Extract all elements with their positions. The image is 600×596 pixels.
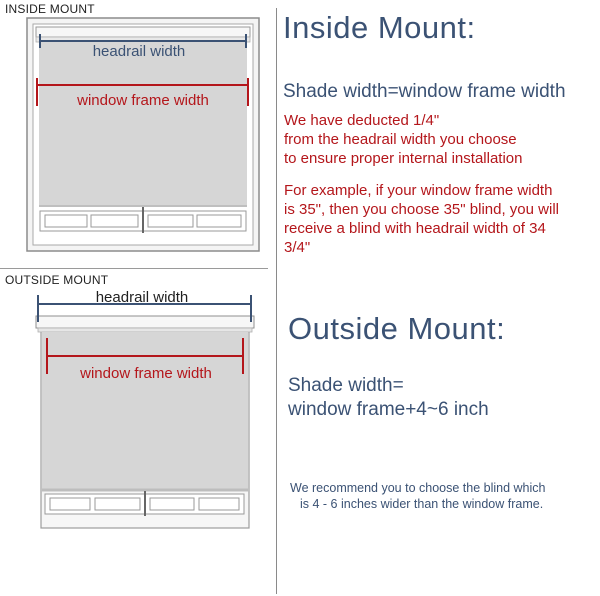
headrail [36,316,254,332]
example-line: is 35", then you choose 35" blind, you will [284,201,559,218]
outside-mount-title: Outside Mount: [288,311,506,346]
example-line: 3/4" [284,239,311,256]
shade-fabric [39,42,247,206]
note-line: to ensure proper internal installation [284,150,523,167]
vertical-divider [276,8,277,594]
headrail-width-label: headrail width [95,289,189,306]
outside-mount-diagram [0,280,270,540]
note-line: We recommend you to choose the blind which [290,481,546,495]
note-line: We have deducted 1/4" [284,112,440,129]
horizontal-divider [0,268,268,269]
formula-line: window frame+4~6 inch [288,399,489,420]
frame-width-label: window frame width [80,365,212,382]
note-line: from the headrail width you choose [284,131,517,148]
example-line: For example, if your window frame width [284,182,553,199]
note-line: is 4 - 6 inches wider than the window frame. [300,497,544,511]
inside-mount-title: Inside Mount: [283,10,476,45]
window-sill [40,207,246,233]
inside-mount-formula: Shade width=window frame width [283,81,566,102]
outside-mount-note [290,480,590,512]
frame-width-label: window frame width [77,92,209,109]
window-sill [45,491,244,516]
headrail-width-label: headrail width [92,43,186,60]
inside-mount-label: INSIDE MOUNT [5,2,95,16]
outside-mount-formula [288,374,489,422]
inside-mount-note [284,111,594,168]
example-line: receive a blind with headrail width of 34 [284,220,546,237]
formula-line: Shade width= [288,375,404,396]
inside-mount-diagram [0,0,270,268]
outside-mount-label: OUTSIDE MOUNT [5,273,109,287]
headrail [36,27,250,42]
inside-mount-example [284,181,596,257]
